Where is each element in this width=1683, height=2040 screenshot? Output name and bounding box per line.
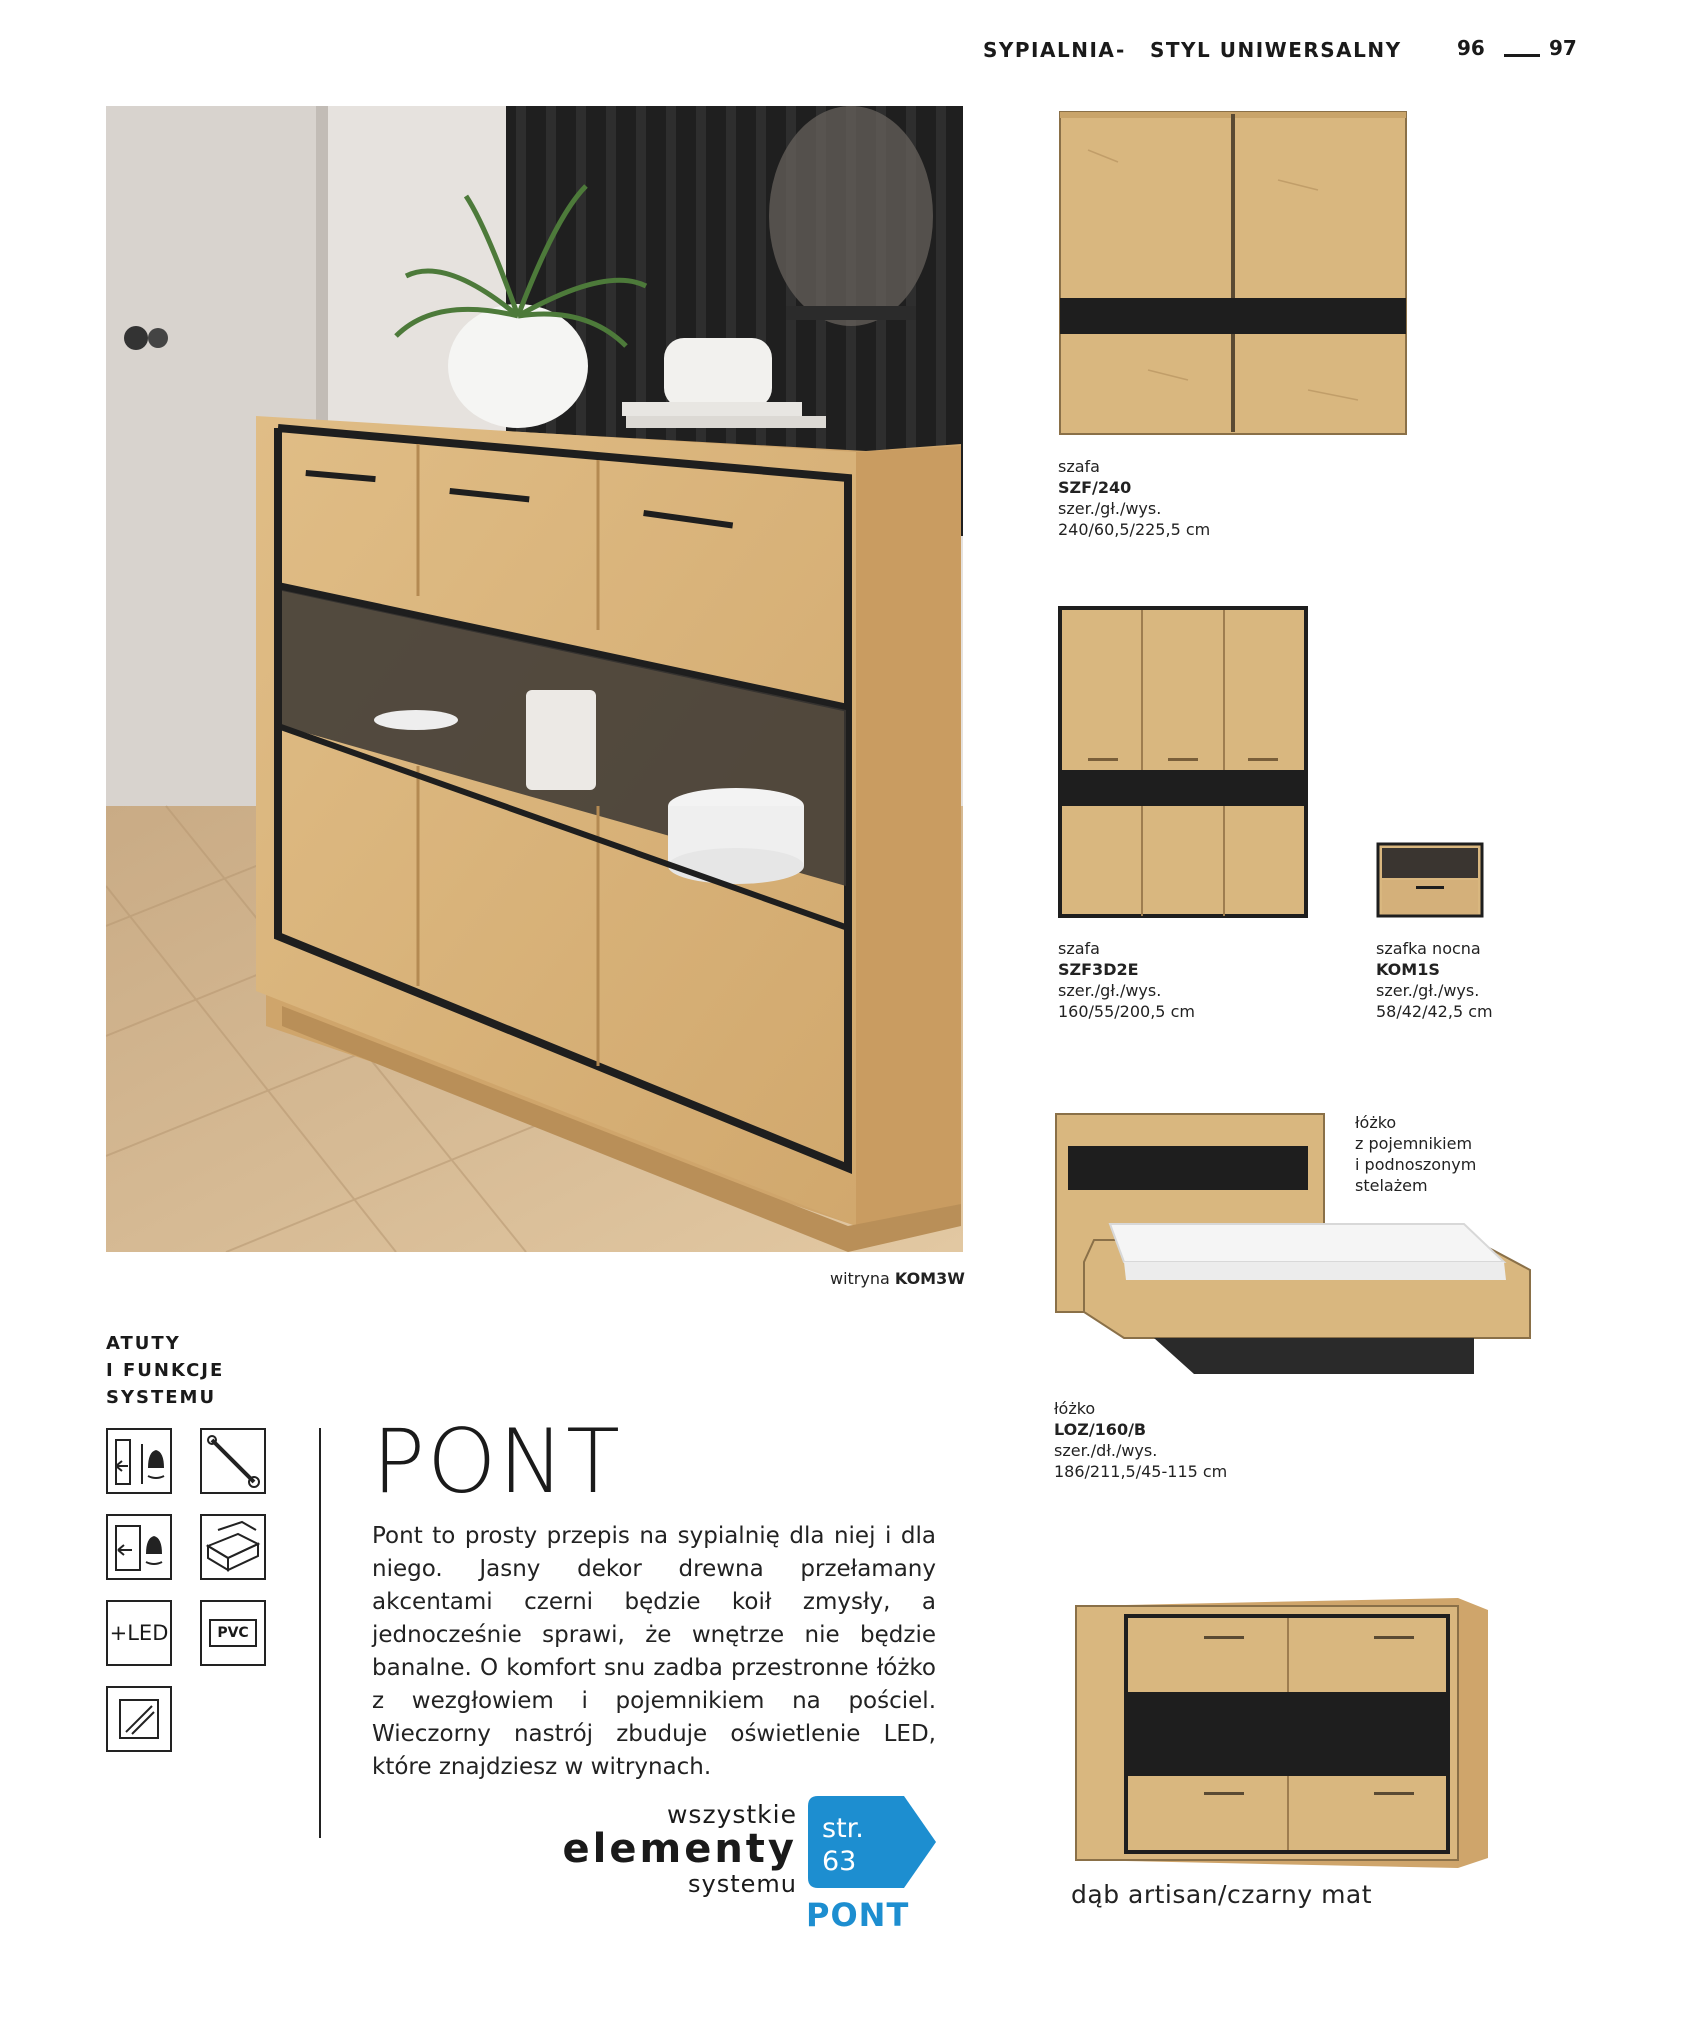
product-type: łóżko xyxy=(1054,1399,1096,1418)
promo-line-1: wszystkie xyxy=(666,1800,797,1829)
product-dims-label: szer./gł./wys. xyxy=(1058,499,1162,518)
product-caption-szf240 xyxy=(1058,456,1210,540)
product-image-szf3d2e xyxy=(1058,606,1308,922)
product-code: LOZ/160/B xyxy=(1054,1420,1147,1439)
product-code: KOM1S xyxy=(1376,960,1440,979)
product-caption-kom1s xyxy=(1376,938,1493,1022)
product-caption-bed xyxy=(1054,1398,1227,1482)
product-caption-szf3d2e xyxy=(1058,938,1195,1022)
page-reference-label: str. xyxy=(822,1813,864,1844)
finish-color: dąb artisan/czarny mat xyxy=(1071,1880,1373,1909)
product-code: SZF/240 xyxy=(1058,478,1132,497)
product-image-chest xyxy=(1074,1596,1490,1876)
header-section: SYPIALNIA xyxy=(983,38,1116,62)
vertical-divider xyxy=(319,1428,321,1838)
pvc-label: PVC xyxy=(209,1619,256,1647)
intro-text: Pont to prosty przepis na sypialnię dla niej i dla niego. Jasny dekor drewna przełamany akcentami czerni będzie koił zmysły, a jednocześnie sprawi, że wnętrze nie będzie banalne. O komfort snu zadba przestronne łóżko z wezgłowiem i pojemnikiem na pościel. Wieczorny nastrój zbuduje oświetlenie LED, które znajdziesz w witrynach. xyxy=(372,1523,936,1780)
led-label: +LED xyxy=(109,1621,169,1645)
pvc-icon xyxy=(200,1600,266,1666)
page-number-right: 97 xyxy=(1549,36,1577,60)
bed-note-line: stelażem xyxy=(1355,1176,1428,1195)
bed-note-line: łóżko xyxy=(1355,1113,1397,1132)
features-heading-line: ATUTY xyxy=(106,1333,181,1354)
promo-line-2: elementy xyxy=(562,1826,797,1872)
soft-close-door-icon xyxy=(106,1514,172,1580)
system-name: PONT xyxy=(806,1896,910,1934)
product-image-kom1s xyxy=(1376,842,1484,922)
page-reference-number: 63 xyxy=(822,1846,857,1877)
page-number-left: 96 xyxy=(1457,36,1485,60)
product-dims: 58/42/42,5 cm xyxy=(1376,1002,1493,1021)
glass-icon xyxy=(106,1686,172,1752)
product-type: szafa xyxy=(1058,939,1100,958)
page-reference-text[interactable] xyxy=(822,1812,864,1878)
product-dims: 186/211,5/45-115 cm xyxy=(1054,1462,1228,1481)
main-photo-sideboard xyxy=(106,106,963,1252)
features-heading xyxy=(106,1330,224,1411)
product-dims: 240/60,5/225,5 cm xyxy=(1058,520,1211,539)
promo-line-3: systemu xyxy=(688,1870,797,1898)
product-dims: 160/55/200,5 cm xyxy=(1058,1002,1195,1021)
product-dims-label: szer./gł./wys. xyxy=(1058,981,1162,1000)
product-type: szafka nocna xyxy=(1376,939,1481,958)
bed-note xyxy=(1355,1112,1476,1196)
bed-note-line: i podnoszonym xyxy=(1355,1155,1477,1174)
product-dims-label: szer./gł./wys. xyxy=(1376,981,1480,1000)
header-separator: - xyxy=(1116,38,1126,62)
features-heading-line: SYSTEMU xyxy=(106,1387,217,1408)
product-image-szf240 xyxy=(1058,110,1408,440)
page-number-divider xyxy=(1504,54,1540,57)
page-title: PONT xyxy=(372,1410,622,1513)
bed-note-line: z pojemnikiem xyxy=(1355,1134,1473,1153)
caption-prefix: witryna xyxy=(830,1269,890,1288)
main-photo-caption xyxy=(830,1268,965,1289)
gas-lift-icon xyxy=(200,1428,266,1494)
features-heading-line: I FUNKCJE xyxy=(106,1360,225,1381)
product-code: SZF3D2E xyxy=(1058,960,1139,979)
caption-code: KOM3W xyxy=(894,1269,965,1288)
soft-close-drawer-icon xyxy=(106,1428,172,1494)
product-type: szafa xyxy=(1058,457,1100,476)
header-style: STYL UNIWERSALNY xyxy=(1150,38,1402,62)
led-icon xyxy=(106,1600,172,1666)
product-dims-label: szer./dł./wys. xyxy=(1054,1441,1158,1460)
bed-storage-icon xyxy=(200,1514,266,1580)
